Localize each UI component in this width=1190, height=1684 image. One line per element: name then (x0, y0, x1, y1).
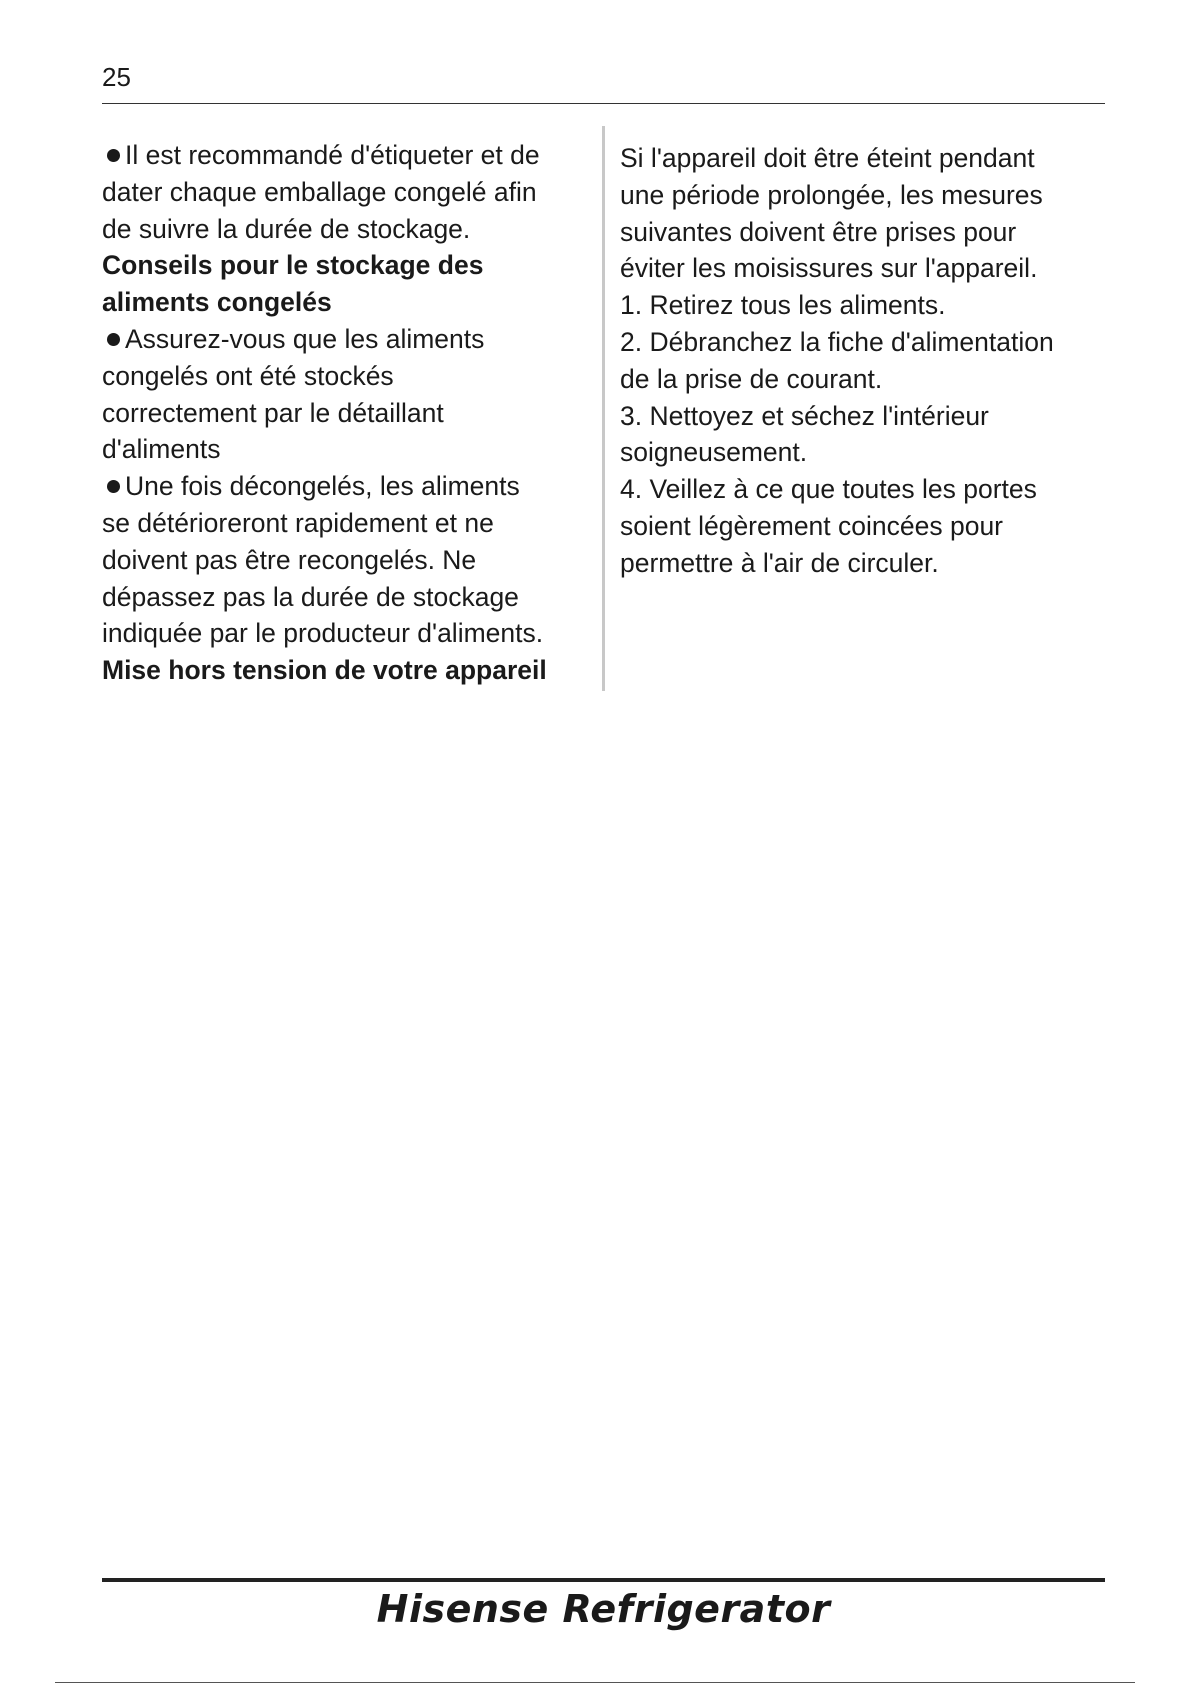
paragraph-line: se détérioreront rapidement et ne (102, 507, 494, 538)
section-heading: Conseils pour le stockage des (102, 250, 484, 281)
paragraph-line: éviter les moisissures sur l'appareil. (620, 253, 1038, 284)
paragraph-line: d'aliments (102, 434, 221, 465)
paragraph-line: correctement par le détaillant (102, 397, 444, 428)
step-line: permettre à l'air de circuler. (620, 547, 939, 578)
column-divider (602, 126, 605, 691)
paragraph-text: Assurez-vous que les aliments (125, 323, 485, 354)
paragraph-line (102, 321, 592, 358)
step-line: 1. Retirez tous les aliments. (620, 290, 946, 321)
step-line: 4. Veillez à ce que toutes les portes (620, 474, 1037, 505)
paragraph-text: Une fois décongelés, les aliments (125, 471, 520, 502)
paragraph-line (102, 468, 592, 505)
step-line: 2. Débranchez la fiche d'alimentation (620, 326, 1054, 357)
paragraph-line: Si l'appareil doit être éteint pendant (620, 143, 1035, 173)
step-line: de la prise de courant. (620, 363, 883, 394)
paragraph-line: doivent pas être recongelés. Ne (102, 544, 477, 575)
section-heading: aliments congelés (102, 287, 332, 318)
footer-brand: Hisense Refrigerator (376, 1587, 831, 1631)
footer-rule (102, 1578, 1105, 1582)
bullet-icon (107, 480, 120, 493)
paragraph-line: dater chaque emballage congelé afin (102, 176, 537, 207)
step-line: soient légèrement coincées pour (620, 510, 1004, 541)
right-column (620, 140, 1110, 582)
paragraph-line: de suivre la durée de stockage. (102, 213, 471, 244)
paragraph-text: Il est recommandé d'étiqueter et de (125, 140, 540, 170)
section-heading: Mise hors tension de votre appareil (102, 655, 547, 686)
bullet-icon (107, 333, 120, 346)
paragraph-line: dépassez pas la durée de stockage (102, 581, 519, 612)
paragraph-line (102, 137, 592, 174)
bullet-icon (107, 149, 120, 162)
page-number: 25 (102, 62, 131, 92)
left-column (102, 137, 592, 689)
paragraph-line: une période prolongée, les mesures (620, 179, 1043, 210)
step-line: 3. Nettoyez et séchez l'intérieur (620, 400, 989, 431)
paragraph-line: suivantes doivent être prises pour (620, 216, 1017, 247)
bottom-rule (55, 1682, 1135, 1683)
header-rule (102, 103, 1105, 104)
step-line: soigneusement. (620, 437, 808, 468)
paragraph-line: congelés ont été stockés (102, 360, 394, 391)
paragraph-line: indiquée par le producteur d'aliments. (102, 618, 544, 649)
